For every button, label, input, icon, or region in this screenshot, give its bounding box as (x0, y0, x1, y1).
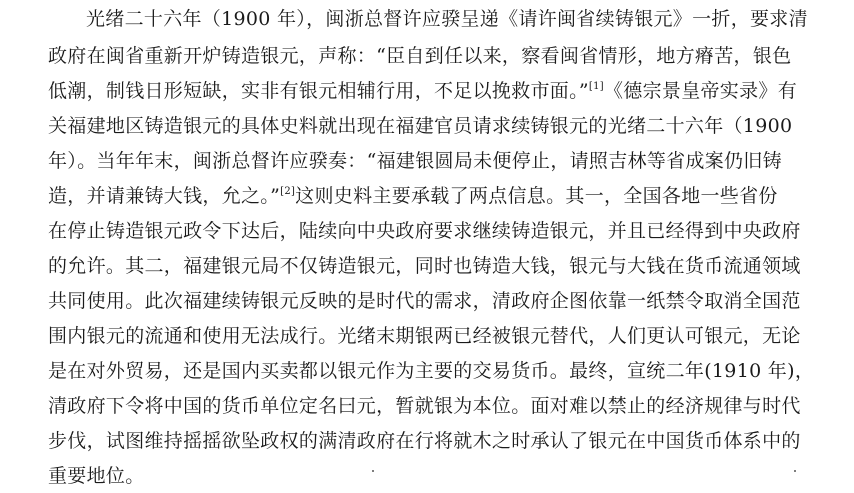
text-line (48, 214, 801, 248)
text-line (48, 354, 814, 388)
text-segment: 光绪二十六年（1900 年），闽浙总督许应骙呈递《请许闽省续铸银元》一折，要求清 (86, 8, 808, 30)
text-segment: 这则史料主要承载了两点信息。其一，全国各地一些省份 (295, 185, 778, 207)
text-segment: 政府在闽省重新开炉铸造银元，声称：“臣自到任以来，察看闽省情形，地方瘠苦，银色 (48, 45, 792, 67)
text-segment: 《德宗景皇帝实录》有 (604, 80, 798, 102)
text-segment: 关福建地区铸造银元的具体史料就出现在福建官员请求续铸银元的光绪二十六年（1900 (48, 115, 793, 137)
text-line (48, 389, 801, 423)
text-line (48, 144, 782, 178)
text-segment: 清政府下令将中国的货币单位定名曰元，暂就银为本位。面对难以禁止的经济规律与时代 (48, 395, 801, 417)
text-line (86, 2, 808, 36)
text-line (48, 109, 792, 143)
text-line (48, 319, 801, 353)
text-segment: 围内银元的流通和使用无法成行。光绪末期银两已经被银元替代，人们更认可银元，无论 (48, 325, 801, 347)
text-line (48, 179, 778, 213)
text-line (48, 459, 145, 493)
scan-speck (794, 470, 796, 472)
text-line (48, 74, 797, 108)
text-segment: 年）。当年年末，闽浙总督许应骙奏：“福建银圆局未便停止，请照吉林等省成案仍旧铸 (48, 150, 782, 172)
text-segment: 在停止铸造银元政令下达后，陆续向中央政府要求继续铸造银元，并且已经得到中央政府 (48, 220, 801, 242)
text-line (48, 39, 791, 73)
text-line (48, 284, 801, 318)
text-segment: 造，并请兼铸大钱，允之。” (48, 185, 281, 207)
text-line (48, 249, 801, 283)
text-line (48, 424, 801, 458)
text-segment: 的允许。其二，福建银元局不仅铸造银元，同时也铸造大钱，银元与大钱在货币流通领域 (48, 255, 801, 277)
text-segment: 步伐，试图维持摇摇欲坠政权的满清政府在行将就木之时承认了银元在中国货币体系中的 (48, 430, 801, 452)
text-segment: 重要地位。 (48, 465, 145, 487)
text-segment: 共同使用。此次福建续铸银元反映的是时代的需求，清政府企图依靠一纸禁令取消全国范 (48, 290, 801, 312)
footnote-marker: [1] (588, 81, 604, 92)
text-segment: 低潮，制钱日形短缺，实非有银元相辅行用，不足以挽救市面。” (48, 80, 589, 102)
scan-speck (372, 470, 374, 472)
text-segment: 是在对外贸易，还是国内买卖都以银元作为主要的交易货币。最终，宣统二年(1910 年)， (48, 360, 815, 382)
footnote-marker: [2] (280, 186, 296, 197)
